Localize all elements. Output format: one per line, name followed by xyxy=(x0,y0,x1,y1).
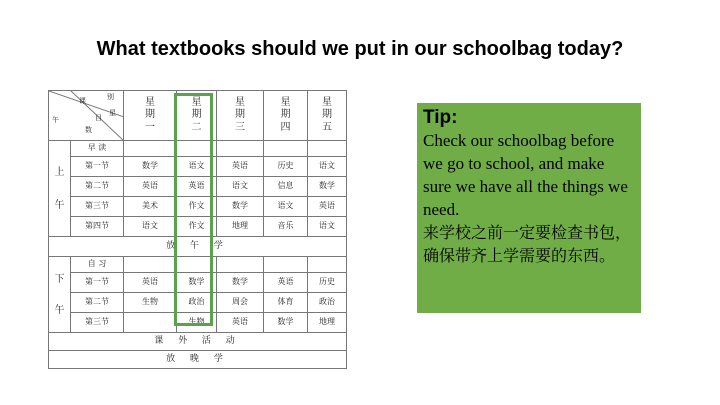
subject-cell: 历史 xyxy=(308,273,347,293)
timetable xyxy=(48,90,347,369)
subject-cell: 英语 xyxy=(217,157,264,177)
subject-cell: 英语 xyxy=(124,177,177,197)
dismissal-row: 放 晚 学 xyxy=(49,351,347,369)
subject-cell: 语文 xyxy=(308,157,347,177)
day-header-line: 五 xyxy=(322,121,332,133)
subject-cell: 语文 xyxy=(124,217,177,237)
corner-label-mid-right: 星 xyxy=(109,109,116,117)
day-header-tue xyxy=(177,91,217,141)
cell-empty xyxy=(124,257,177,273)
morning-label-char: 午 xyxy=(54,199,65,211)
noon-break-row: 放 午 学 xyxy=(49,237,347,257)
subject-cell: 英语 xyxy=(124,273,177,293)
subject-cell: 数学 xyxy=(177,273,217,293)
afternoon-label-char: 午 xyxy=(54,304,65,316)
subject-cell: 语文 xyxy=(308,217,347,237)
cell-empty xyxy=(177,141,217,157)
corner-label-top-left: 课 xyxy=(79,97,86,105)
day-header-line: 星 xyxy=(191,96,202,108)
morning-label xyxy=(49,141,71,237)
afternoon-label xyxy=(49,257,71,333)
subject-cell: 体育 xyxy=(264,293,308,313)
timetable-corner-cell xyxy=(49,91,124,141)
day-header-line: 期 xyxy=(280,109,291,121)
day-header-wed xyxy=(217,91,264,141)
subject-cell: 语文 xyxy=(217,177,264,197)
subject-cell: 美术 xyxy=(124,197,177,217)
subject-cell: 英语 xyxy=(177,177,217,197)
subject-cell: 英语 xyxy=(217,313,264,333)
cell-empty xyxy=(264,257,308,273)
day-header-line: 期 xyxy=(322,109,332,121)
subject-cell: 作文 xyxy=(177,217,217,237)
subject-cell: 历史 xyxy=(264,157,308,177)
cell-empty xyxy=(124,141,177,157)
subject-cell: 生物 xyxy=(177,313,217,333)
cell-empty xyxy=(308,141,347,157)
self-study-label: 自 习 xyxy=(71,257,124,273)
cell-empty xyxy=(308,257,347,273)
subject-cell: 音乐 xyxy=(264,217,308,237)
cell-empty xyxy=(217,257,264,273)
subject-cell: 作文 xyxy=(177,197,217,217)
day-header-line: 期 xyxy=(235,109,245,121)
morning-label-char: 上 xyxy=(54,166,65,178)
day-header-line: 期 xyxy=(191,109,202,121)
day-header-mon xyxy=(124,91,177,141)
tip-english-text: Check our schoolbag before we go to school, and make sure we have all the things we need. xyxy=(423,131,628,219)
cell-empty xyxy=(177,257,217,273)
period-label: 第三节 xyxy=(71,197,124,217)
subject-cell: 英语 xyxy=(308,197,347,217)
corner-label-mid-left: 目 xyxy=(95,114,102,122)
period-label: 第二节 xyxy=(71,293,124,313)
subject-cell: 信息 xyxy=(264,177,308,197)
tip-chinese-text: 来学校之前一定要检查书包，确保带齐上学需要的东西。 xyxy=(423,223,632,265)
corner-label-top-right: 别 xyxy=(107,93,114,101)
day-header-line: 一 xyxy=(145,121,155,133)
subject-cell: 英语 xyxy=(264,273,308,293)
afternoon-label-char: 下 xyxy=(54,273,65,285)
subject-cell: 数学 xyxy=(217,197,264,217)
day-header-line: 期 xyxy=(145,109,155,121)
subject-cell: 数学 xyxy=(217,273,264,293)
day-header-line: 三 xyxy=(235,121,245,133)
period-label: 第二节 xyxy=(71,177,124,197)
day-header-line: 星 xyxy=(145,96,155,108)
subject-cell: 语文 xyxy=(264,197,308,217)
day-header-line: 二 xyxy=(191,121,202,133)
subject-cell: 政治 xyxy=(308,293,347,313)
subject-cell: 数学 xyxy=(264,313,308,333)
subject-cell: 数学 xyxy=(124,157,177,177)
activities-row: 课 外 活 动 xyxy=(49,333,347,351)
subject-cell: 周会 xyxy=(217,293,264,313)
page-title: What textbooks should we put in our schoolbag today? xyxy=(96,38,624,60)
day-header-line: 四 xyxy=(280,121,291,133)
day-header-fri xyxy=(308,91,347,141)
subject-cell xyxy=(124,313,177,333)
tip-box xyxy=(417,103,641,313)
day-header-line: 星 xyxy=(235,96,245,108)
subject-cell: 语文 xyxy=(177,157,217,177)
day-header-line: 星 xyxy=(322,96,332,108)
corner-label-bottom-left: 数 xyxy=(85,126,92,134)
period-label: 第三节 xyxy=(71,313,124,333)
morning-reading-label: 早 读 xyxy=(71,141,124,157)
period-label: 第一节 xyxy=(71,273,124,293)
subject-cell: 地理 xyxy=(308,313,347,333)
cell-empty xyxy=(217,141,264,157)
corner-label-far-left: 午 xyxy=(52,116,59,124)
day-header-line: 星 xyxy=(280,96,291,108)
subject-cell: 生物 xyxy=(124,293,177,313)
tip-label: Tip: xyxy=(423,107,458,128)
subject-cell: 数学 xyxy=(308,177,347,197)
day-header-thu xyxy=(264,91,308,141)
subject-cell: 政治 xyxy=(177,293,217,313)
period-label: 第一节 xyxy=(71,157,124,177)
cell-empty xyxy=(264,141,308,157)
period-label: 第四节 xyxy=(71,217,124,237)
subject-cell: 地理 xyxy=(217,217,264,237)
